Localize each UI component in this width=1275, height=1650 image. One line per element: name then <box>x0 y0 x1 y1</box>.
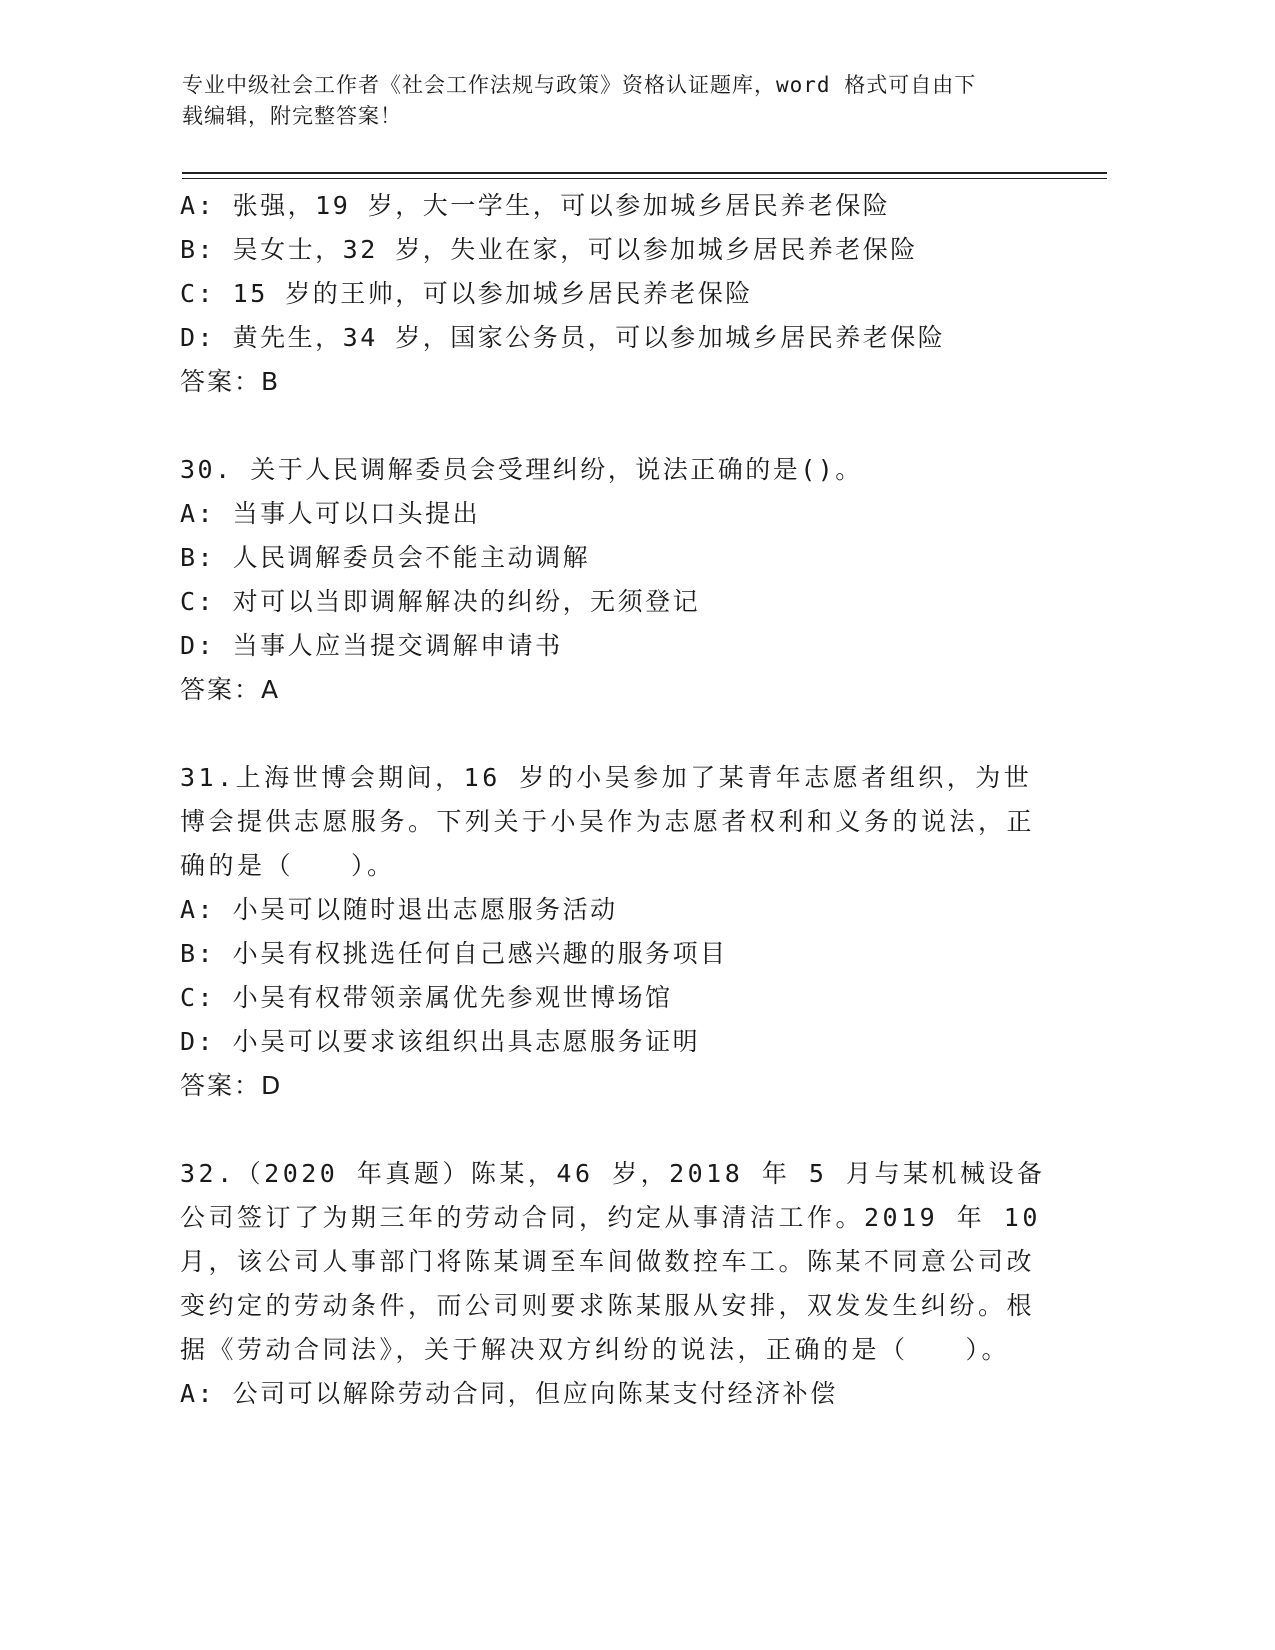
question-30 <box>180 448 1060 712</box>
option-c: C: 15 岁的王帅，可以参加城乡居民养老保险 <box>180 279 753 308</box>
option-d: D: 当事人应当提交调解申请书 <box>180 631 563 660</box>
option-b: B: 小吴有权挑选任何自己感兴趣的服务项目 <box>180 939 728 968</box>
document-header <box>182 70 1062 132</box>
option-c: C: 小吴有权带领亲属优先参观世博场馆 <box>180 983 673 1012</box>
spacer <box>180 404 1060 448</box>
spacer <box>180 712 1060 756</box>
question-29 <box>180 184 1060 404</box>
question-stem: 32.（2020 年真题）陈某，46 岁，2018 年 5 月与某机械设备公司签订了为期三年的劳动合同，约定从事清洁工作。2019 年 10 月，该公司人事部门将陈某调至车间做数控车工。陈某不同意公司改变约定的劳动条件，而公司则要求陈某服从安排，双发发生纠纷。根据《劳动合同法》，关于解决双方纠纷的说法，正确的是（ ）。 <box>180 1159 1046 1364</box>
header-rule-thin <box>182 178 1107 179</box>
header-line-2: 载编辑，附完整答案！ <box>182 104 402 128</box>
option-c: C: 对可以当即调解解决的纠纷，无须登记 <box>180 587 701 616</box>
header-line-1: 专业中级社会工作者《社会工作法规与政策》资格认证题库，word 格式可自由下 <box>182 73 977 97</box>
question-list <box>180 184 1060 1416</box>
option-a: A: 小吴可以随时退出志愿服务活动 <box>180 895 618 924</box>
answer: 答案：A <box>180 675 281 704</box>
option-d: D: 小吴可以要求该组织出具志愿服务证明 <box>180 1027 701 1056</box>
question-stem: 30. 关于人民调解委员会受理纠纷，说法正确的是()。 <box>180 455 863 484</box>
option-a: A: 张强，19 岁，大一学生，可以参加城乡居民养老保险 <box>180 191 891 220</box>
option-a: A: 公司可以解除劳动合同，但应向陈某支付经济补偿 <box>180 1379 838 1408</box>
option-d: D: 黄先生，34 岁，国家公务员，可以参加城乡居民养老保险 <box>180 323 946 352</box>
header-rule-thick <box>182 172 1107 174</box>
question-31 <box>180 756 1060 1108</box>
spacer <box>180 1108 1060 1152</box>
question-32 <box>180 1152 1060 1416</box>
answer: 答案：B <box>180 367 281 396</box>
question-stem: 31.上海世博会期间，16 岁的小吴参加了某青年志愿者组织，为世博会提供志愿服务。下列关于小吴作为志愿者权利和义务的说法，正确的是（ ）。 <box>180 763 1036 880</box>
answer: 答案：D <box>180 1071 283 1100</box>
option-b: B: 吴女士，32 岁，失业在家，可以参加城乡居民养老保险 <box>180 235 918 264</box>
option-a: A: 当事人可以口头提出 <box>180 499 481 528</box>
option-b: B: 人民调解委员会不能主动调解 <box>180 543 591 572</box>
